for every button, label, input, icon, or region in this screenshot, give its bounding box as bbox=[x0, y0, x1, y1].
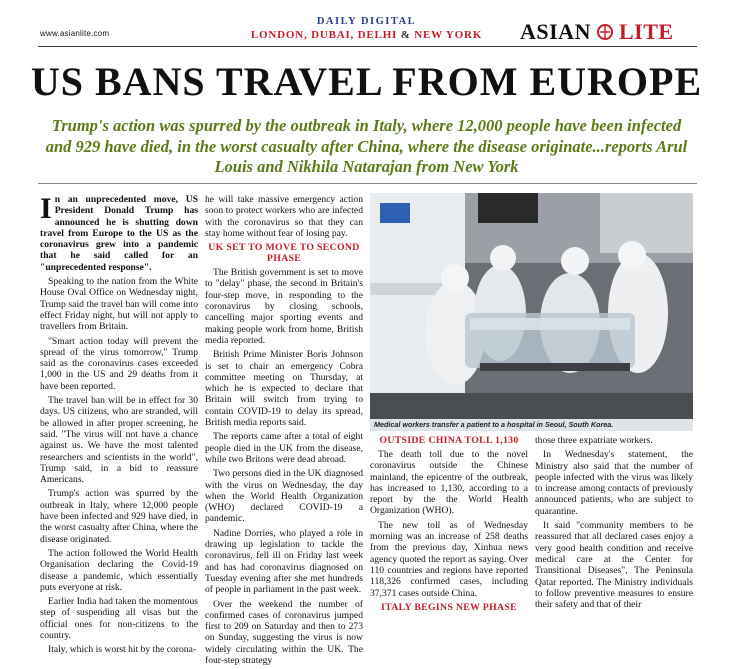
bcol2-paragraph: those three expatriate workers. bbox=[535, 435, 653, 446]
subhead-uk: UK SET TO MOVE TO SECOND PHASE bbox=[208, 242, 360, 265]
news-photo bbox=[370, 193, 693, 419]
col2-paragraph: Two persons died in the UK diagnosed with the virus on Wednesday, the day when the World Health Organization (WHO) declared COVID-19 a pandemic. bbox=[205, 468, 363, 525]
photo-illustration bbox=[370, 193, 693, 419]
col2-intro: he will take massive emergency action soon to protect workers who are infected with the coronavirus so that they can stay home without fear of losing pay. bbox=[205, 194, 363, 239]
lead-text: n an unprecedented move, US President Donald Trump has announced he is shutting down travel from Europe to the US as the coronavirus grew into a pandemic that he said called for an "unprecedented response". bbox=[40, 194, 198, 273]
masthead-rule bbox=[38, 46, 697, 47]
col1-paragraph: "Smart action today will prevent the spread of the virus tomorrow," Trump said as the coronavirus cases exceeded 1,000 in the US and 29 deaths from it have been reported. bbox=[40, 335, 198, 392]
photo-caption: Medical workers transfer a patient to a hospital in Seoul, South Korea. bbox=[370, 419, 693, 431]
col1-paragraph: Italy, which is worst hit by the corona- bbox=[48, 644, 197, 656]
logo-emblem-icon bbox=[597, 23, 613, 41]
col1-paragraph: The action followed the World Health Organisation declaring the Covid-19 disease a pandemic, which essentially puts everyone at risk. bbox=[40, 547, 198, 593]
cities-ampersand: & bbox=[400, 29, 411, 41]
bottom-column-1 bbox=[370, 435, 528, 616]
col2-paragraph: The British government is set to move to "delay" phase, the second in Britain's four-step move, in responding to the coronavirus by closing schools, cancelling major sporting events and making people work from home, British media reported. bbox=[205, 267, 363, 346]
subhead-italy: ITALY BEGINS NEW PHASE bbox=[381, 601, 517, 613]
bcol2-paragraph: It said "community members to be reassured that all declared cases enjoy a very good health condition and receive medical care at the Center for Transitional Diseases", The Peninsula Qatar reported. The Ministry individuals to follow preventive measures to ensure their safety and that of their bbox=[535, 520, 693, 611]
headline: US BANS TRAVEL FROM EUROPE bbox=[30, 59, 703, 104]
site-url[interactable]: www.asianlite.com bbox=[40, 29, 110, 38]
col1-paragraph: Earlier India had taken the momentous step of suspending all visas but the official ones for non-citizens to the country. bbox=[40, 596, 198, 641]
col1-paragraph: Speaking to the nation from the White House Oval Office on Wednesday night, Trump said the travel ban will come into effect Friday night, but will not apply to travellers from Britain. bbox=[40, 276, 198, 333]
bcol1-paragraph: The new toll as of Wednesday morning was an increase of 258 deaths from the previous day, Xinhua news agency quoted the report as saying. Over 110 countries and regions have reported 118,326 confirmed cases, including 37,371 cases outside China. bbox=[370, 519, 528, 599]
col2-paragraph: Nadine Dorries, who played a role in drawing up legislation to tackle the coronavirus, fell ill on Friday last week and has had coronavirus diagnosed on Tuesday evening after she met hundreds of people in parliament in the past week. bbox=[205, 527, 363, 596]
cities-london-dubai: LONDON, DUBAI, bbox=[250, 29, 355, 41]
col2-paragraph: British Prime Minister Boris Johnson is set to chair an emergency Cobra committee meeting on Thursday, at which he is expected to declare that Britain will switch from trying to contain COVID-19 to delay its spread, British media reports said. bbox=[205, 349, 363, 429]
lead-paragraph bbox=[40, 194, 198, 273]
col1-paragraph: Trump's action was spurred by the outbreak in Italy, where 12,000 people have been infected and 929 have died, in the worst casualty after China, where the disease originated. bbox=[40, 488, 198, 545]
bcol2-paragraph: In Wednesday's statement, the Ministry also said that the number of people infected with the virus was likely to increase among contacts of previously announced patients, who are subject to quarantine. bbox=[535, 449, 693, 517]
asianlite-logo[interactable] bbox=[520, 21, 700, 45]
edition-label: DAILY DIGITAL bbox=[316, 16, 417, 27]
col2-paragraph: The reports came after a total of eight people died in the UK from the disease, while two Britons were dead abroad. bbox=[205, 431, 363, 465]
col1-paragraph: The travel ban will be in effect for 30 days. US citizens, who are stranded, will be allowed in after proper screening, he said. "The virus will not have a chance against us. We have the most talented researchers and scientists in the world", Trump said, in a bid to reassure Americans. bbox=[40, 395, 198, 486]
column-2 bbox=[205, 194, 363, 669]
cities-new-york: NEW YORK bbox=[414, 29, 483, 41]
cities-delhi: DELHI bbox=[357, 29, 398, 41]
bcol1-paragraph: The death toll due to the novel coronavirus outside the Chinese mainland, the epicentre of the outbreak, has increased to 1,130, according to a report by the the World Health Organization (WHO). bbox=[370, 449, 528, 517]
bottom-column-2 bbox=[535, 435, 693, 613]
col2-paragraph: Over the weekend the number of confirmed cases of coronavirus jumped first to 209 on Saturday and then to 273 on Sunday, suggesting the virus is now widely circulating within the UK. The four-step strategy bbox=[205, 598, 363, 666]
logo-text-lite: LITE bbox=[618, 19, 674, 44]
subhead-outside-china: OUTSIDE CHINA TOLL 1,130 bbox=[379, 435, 519, 446]
masthead bbox=[0, 0, 733, 48]
standfirst: Trump's action was spurred by the outbreak in Italy, where 12,000 people have been infected and 929 have died, in the worst casualty after China, where the disease originate...reports Arul Louis and Nikhila Natarajan from New York bbox=[45, 116, 688, 176]
logo-text-asian: ASIAN bbox=[520, 19, 591, 44]
drop-cap: I bbox=[40, 192, 52, 225]
column-1 bbox=[40, 194, 198, 659]
section-rule bbox=[38, 183, 697, 184]
